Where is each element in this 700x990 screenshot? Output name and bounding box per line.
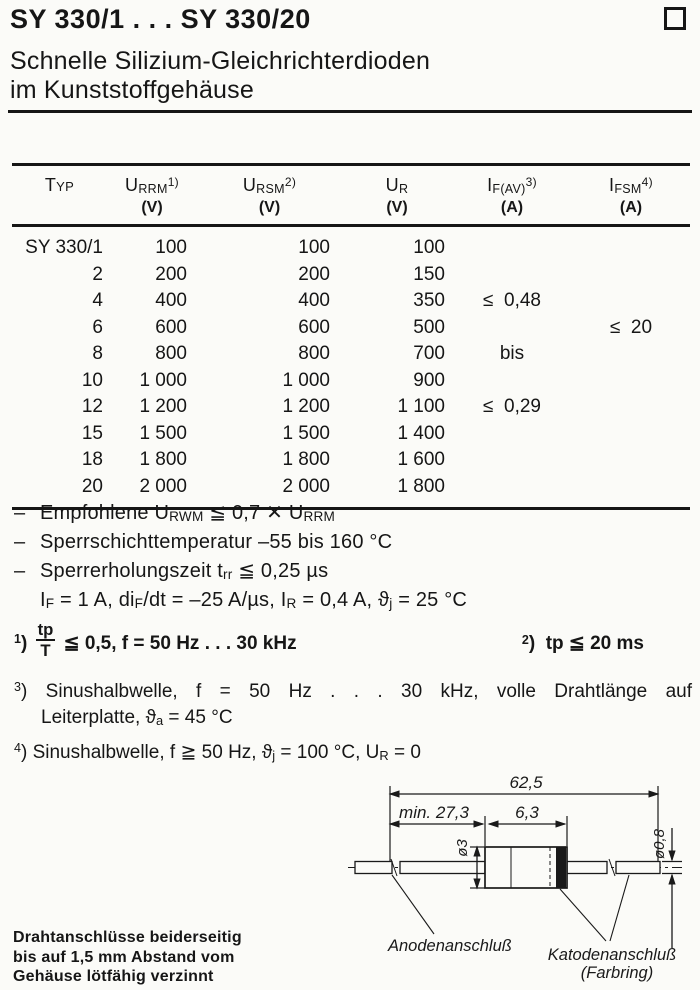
note-text: Sperrerholungszeit $t_{rr}$ ≦ 0,25 µs	[40, 560, 329, 583]
column-header: $U_{RSM}^{2)}$ (V)	[242, 174, 297, 216]
table-row	[12, 368, 690, 395]
table-cell	[452, 262, 572, 289]
footnote-4-text: Sinushalbwelle, f ≧ 50 Hz, $ϑ_j = 100$ °C, $U_R = 0$	[32, 741, 421, 763]
dim-total-length-value: 62,5	[509, 776, 543, 792]
cathode-leader-line-band	[560, 889, 606, 941]
note-text: $I_F = 1$ A, $di_F/dt = -25$ A/µs, $I_R = 0,4$ A, $ϑ_j = 25$ °C	[40, 589, 468, 612]
footnote-3-line-1: $^3$) Sinushalbwelle, f = 50 Hz . . . 30 kHz, volle Drahtlänge auf	[14, 679, 693, 702]
table-cell: 1 500	[282, 422, 330, 444]
table-cell	[572, 368, 690, 395]
note-dash	[14, 589, 40, 612]
cathode-lead-inner-segment	[567, 862, 607, 874]
dim-body-diameter-value: ø3	[454, 839, 471, 857]
subtitle-line-2: im Kunststoffgehäuse	[10, 76, 254, 104]
footnote-row	[14, 620, 692, 664]
table-cell	[452, 421, 572, 448]
table-cell: 1 800	[139, 449, 187, 470]
column-header: $U_{RRM}^{1)}$ (V)	[125, 174, 179, 216]
footnote-3-line-2: Leiterplatte, $ϑ_a = 45$ °C	[41, 706, 233, 728]
cathode-leader-line-lead	[610, 875, 629, 941]
cathode-color-band	[556, 847, 566, 888]
footnote-2: $^2$) tp ≦ 20 ms	[521, 632, 644, 655]
table-cell: 100	[413, 237, 445, 258]
note-line	[14, 589, 690, 612]
table-cell	[572, 394, 690, 421]
table-cell: 1 100	[397, 396, 445, 417]
table-cell: 1 600	[397, 449, 445, 470]
table-cell: 8	[92, 343, 103, 364]
table-cell: ≤ 0,29	[483, 396, 541, 417]
table-cell: 900	[413, 369, 445, 391]
spec-table-header	[12, 165, 690, 226]
subtitle-line-1: Schnelle Silizium-Gleichrichterdioden	[10, 47, 431, 75]
anode-leader-line	[392, 875, 434, 934]
table-row	[12, 262, 690, 289]
spec-table-body	[12, 226, 690, 509]
diode-body-outline	[485, 847, 567, 888]
table-cell: 500	[413, 316, 445, 338]
table-cell: 1 400	[397, 422, 445, 444]
page-title: SY 330/1 . . . SY 330/20	[10, 4, 311, 34]
table-cell: 1 000	[282, 369, 330, 391]
footnote-4-marker: 4	[14, 740, 21, 755]
table-row	[12, 447, 690, 474]
table-cell: 15	[81, 422, 103, 444]
subtitle-divider	[8, 110, 692, 113]
footnote-3-marker: 3	[14, 679, 21, 694]
table-cell	[452, 368, 572, 395]
table-cell: 150	[413, 263, 445, 285]
footnote-2-text: tp ≦ 20 ms	[545, 633, 644, 655]
table-cell: 2 000	[139, 475, 187, 497]
table-cell: 2 000	[282, 475, 330, 497]
table-row	[12, 315, 690, 342]
table-row	[12, 341, 690, 368]
table-cell: 1 000	[139, 369, 187, 391]
table-cell: bis	[499, 343, 525, 364]
note-dash: –	[14, 560, 26, 582]
table-row	[12, 226, 690, 262]
note-line	[14, 531, 690, 554]
footnote-3	[14, 679, 692, 731]
table-cell: 800	[298, 343, 330, 364]
lead-break-mark-right	[609, 859, 615, 876]
table-cell: 800	[155, 343, 187, 364]
table-row	[12, 421, 690, 448]
table-cell: 1 500	[139, 422, 187, 444]
table-cell: 400	[155, 290, 187, 311]
table-row	[12, 288, 690, 315]
table-cell: SY 330/1	[25, 237, 103, 258]
table-cell: 600	[155, 316, 187, 338]
dim-min-lead-value: min. 27,3	[399, 803, 469, 822]
footnote-1: $^1$) $\frac{tp}{T}$ ≦ 0,5, f = 50 Hz . . . 30 kHz	[14, 620, 297, 661]
table-cell: 600	[298, 316, 330, 338]
footnote-1-text: $\frac{tp}{T}$ ≦ 0,5, f = 50 Hz . . . 30 kHz	[37, 620, 297, 661]
column-header: Typ	[44, 175, 75, 195]
note-dash: –	[14, 531, 26, 553]
footnote-1-marker: 1	[14, 632, 21, 647]
table-cell: 700	[413, 343, 445, 364]
table-cell: 100	[155, 237, 187, 258]
table-cell: 100	[298, 237, 330, 258]
lead-solder-note-line-2: bis auf 1,5 mm Abstand vom	[13, 948, 235, 966]
table-cell	[452, 447, 572, 474]
table-cell	[572, 421, 690, 448]
table-cell: ≤ 20	[609, 316, 653, 338]
column-header: $I_{FSM}^{4)}$ (A)	[609, 174, 653, 216]
cathode-label-sub: (Farbring)	[580, 964, 654, 982]
table-cell	[572, 341, 690, 368]
table-cell: 200	[155, 263, 187, 285]
column-header: $U_R$ (V)	[385, 175, 409, 216]
table-cell: 10	[81, 369, 103, 391]
anode-lead-inner-segment	[400, 862, 485, 874]
table-cell: 12	[81, 396, 103, 417]
table-cell	[572, 447, 690, 474]
footnotes-section	[14, 620, 693, 764]
package-outline-drawing	[330, 776, 700, 988]
table-cell: 1 200	[282, 396, 330, 417]
table-row	[12, 394, 690, 421]
table-cell: 200	[298, 263, 330, 285]
table-cell: ≤ 0,48	[483, 290, 541, 311]
table-cell: 1 800	[282, 449, 330, 470]
anode-lead-outer-segment	[355, 862, 392, 874]
footnote-2-marker: 2	[521, 632, 529, 647]
note-text: Sperrschichttemperatur –55 bis 160 °C	[40, 531, 393, 553]
notes-section	[14, 502, 690, 618]
column-header: $I_{F(AV)}^{3)}$ (A)	[487, 174, 537, 216]
lead-solder-note-line-3: Gehäuse lötfähig verzinnt	[13, 968, 214, 985]
table-cell	[572, 262, 690, 289]
dim-body-length-value: 6,3	[515, 803, 539, 822]
lead-solder-note	[13, 928, 242, 987]
table-cell: 400	[298, 290, 330, 311]
table-cell: 20	[81, 475, 103, 497]
table-cell	[452, 226, 572, 262]
table-cell	[572, 288, 690, 315]
table-cell: 1 800	[397, 475, 445, 497]
cathode-label: Katodenanschluß	[547, 946, 677, 964]
table-cell: 18	[81, 449, 103, 470]
lead-solder-note-line-1: Drahtanschlüsse beiderseitig	[13, 929, 242, 946]
table-cell	[452, 315, 572, 342]
table-cell	[572, 226, 690, 262]
header-row	[12, 165, 690, 226]
cathode-lead-outer-segment	[616, 862, 660, 874]
footnote-4: $^4$) Sinushalbwelle, f ≧ 50 Hz, $ϑ_j = 100$ °C, $U_R = 0$	[14, 740, 421, 763]
dim-lead-diameter-value: ø0,8	[651, 828, 668, 860]
table-cell: 1 200	[139, 396, 187, 417]
table-cell: 6	[92, 316, 103, 338]
anode-label: Anodenanschluß	[388, 937, 512, 955]
corner-square-icon	[664, 7, 686, 30]
note-text: Empfohlene $U_{RWM}$ ≦ 0,7 ✕ $U_{RRM}$	[40, 502, 336, 525]
table-cell: 2	[92, 263, 103, 285]
page-subtitle	[10, 47, 430, 105]
note-line	[14, 502, 690, 525]
note-line	[14, 560, 690, 583]
table-cell: 350	[413, 290, 445, 311]
table-cell: 4	[92, 290, 103, 311]
footnote-3-text: Sinushalbwelle, f = 50 Hz . . . 30 kHz, volle Drahtlänge auf	[45, 680, 693, 702]
spec-table	[12, 163, 690, 510]
note-dash: –	[14, 502, 26, 524]
